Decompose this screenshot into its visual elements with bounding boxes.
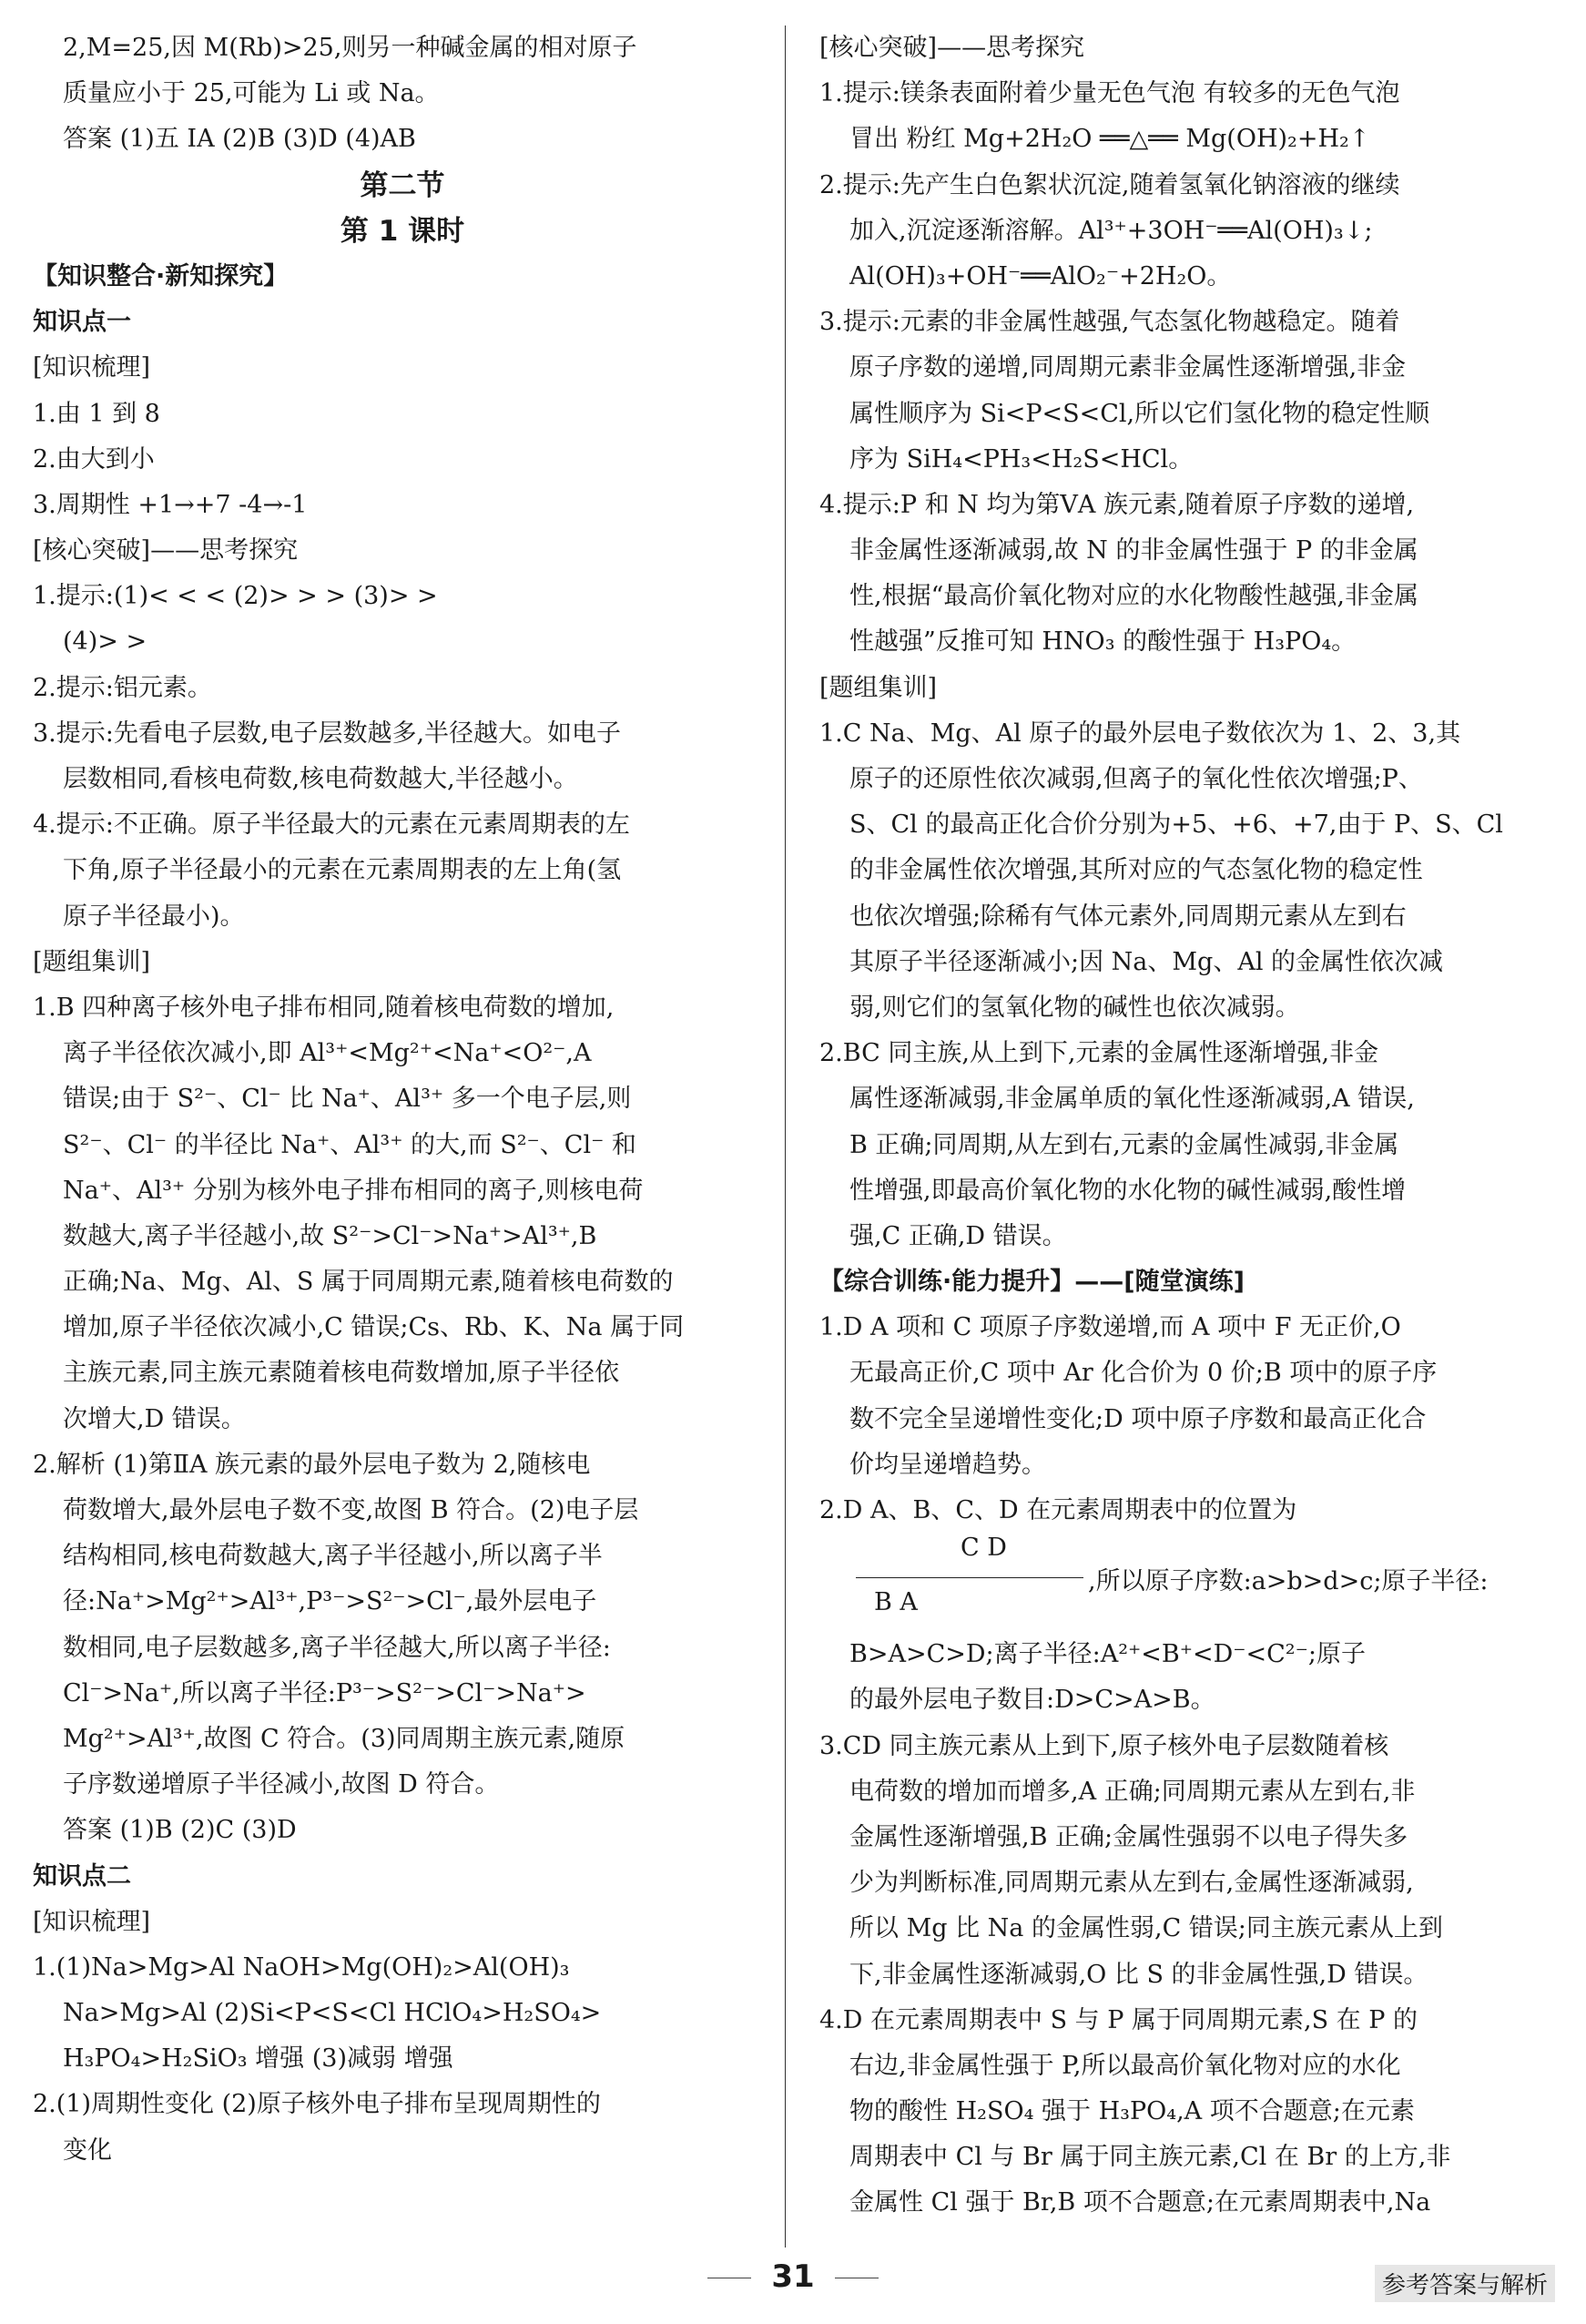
text-line: 第 1 课时	[340, 214, 465, 248]
text-line: 也依次增强;除稀有气体元素外,同周期元素从左到右	[849, 902, 1407, 931]
text-line: 原子序数的递增,同周期元素非金属性逐渐增强,非金	[849, 353, 1407, 382]
text-line: 周期表中 Cl 与 Br 属于同主族元素,Cl 在 Br 的上方,非	[849, 2143, 1451, 2172]
left-column	[33, 25, 772, 2174]
text-line: 2.解析 (1)第ⅡA 族元素的最外层电子数为 2,随核电	[33, 1450, 591, 1479]
text-line: 金属性 Cl 强于 Br,B 项不合题意;在元素周期表中,Na	[849, 2188, 1431, 2217]
text-line: 2,M=25,因 M(Rb)>25,则另一种碱金属的相对原子	[63, 34, 637, 62]
text-line: 层数相同,看核电荷数,核电荷数越大,半径越小。	[63, 765, 578, 793]
text-line: 答案 (1)B (2)C (3)D	[63, 1816, 297, 1845]
text-line: 物的酸性 H₂SO₄ 强于 H₃PO₄,A 项不合题意;在元素	[849, 2097, 1415, 2126]
text-line: (4)> >	[63, 627, 147, 657]
text-line: Na⁺、Al³⁺ 分别为核外电子排布相同的离子,则核电荷	[63, 1176, 644, 1205]
text-line: Cl⁻>Na⁺,所以离子半径:P³⁻>S²⁻>Cl⁻>Na⁺>	[63, 1678, 586, 1707]
text-line: 性越强”反推可知 HNO₃ 的酸性强于 H₃PO₄。	[849, 627, 1357, 657]
text-line: 序为 SiH₄<PH₃<H₂S<HCl。	[849, 444, 1194, 474]
text-line: B 正确;同周期,从左到右,元素的金属性减弱,非金属	[849, 1130, 1399, 1159]
text-line: 主族元素,同主族元素随着核电荷数增加,原子半径依	[63, 1359, 620, 1388]
text-line: 下,非金属性逐渐减弱,O 比 S 的非金属性强,D 错误。	[849, 1960, 1428, 1989]
text-line: 原子半径最小)。	[63, 902, 245, 931]
text-line: 1.D A 项和 C 项原子序数递增,而 A 项中 F 无正价,O	[819, 1313, 1401, 1342]
text-line: 3.提示:元素的非金属性越强,气态氢化物越稳定。随着	[819, 308, 1400, 337]
text-line: 结构相同,核电荷数越大,离子半径越小,所以离子半	[63, 1542, 603, 1571]
text-line: 金属性逐渐增强,B 正确;金属性强弱不以电子得失多	[849, 1822, 1408, 1851]
text-line: 离子半径依次减小,即 Al³⁺<Mg²⁺<Na⁺<O²⁻,A	[63, 1039, 592, 1068]
text-line: [知识梳理]	[33, 1907, 151, 1936]
page-number: 31	[0, 2258, 1586, 2295]
text-line: [核心突破]——思考探究	[33, 536, 299, 566]
text-line: 1.C Na、Mg、Al 原子的最外层电子数依次为 1、2、3,其	[819, 719, 1461, 748]
text-line: 数不完全呈递增性变化;D 项中原子序数和最高正化合	[849, 1404, 1427, 1433]
text-line: B>A>C>D;离子半径:A²⁺<B⁺<D⁻<C²⁻;原子	[849, 1640, 1366, 1669]
text-line: 所以 Mg 比 Na 的金属性弱,C 错误;同主族元素从上到	[849, 1914, 1443, 1943]
footer-label: 参考答案与解析	[1375, 2265, 1555, 2302]
right-column	[819, 25, 1559, 2227]
text-line: 数相同,电子层数越多,离子半径越大,所以离子半径:	[63, 1633, 611, 1662]
text-line: 【知识整合·新知探究】	[33, 261, 289, 290]
text-line: 属性顺序为 Si<P<S<Cl,所以它们氢化物的稳定性顺	[849, 399, 1430, 428]
snippet-text: ,所以原子序数:a>b>d>c;原子半径:	[1088, 1567, 1489, 1596]
text-line: 4.提示:P 和 N 均为第ⅤA 族元素,随着原子序数的递增,	[819, 490, 1415, 519]
snippet-top-row: C D	[961, 1534, 1007, 1563]
text-line: 【综合训练·能力提升】——[随堂演练]	[819, 1268, 1245, 1297]
text-line: 1.B 四种离子核外电子排布相同,随着核电荷数的增加,	[33, 993, 615, 1022]
text-line: 性,根据“最高价氧化物对应的水化物酸性越强,非金属	[849, 582, 1418, 611]
periodic-position-snippet	[819, 1534, 1559, 1632]
text-line: 知识点二	[33, 1861, 131, 1891]
text-line: 弱,则它们的氢氧化物的碱性也依次减弱。	[849, 993, 1300, 1022]
text-line: 少为判断标准,同周期元素从左到右,金属性逐渐减弱,	[849, 1869, 1414, 1898]
text-line: 1.提示:镁条表面附着少量无色气泡 有较多的无色气泡	[819, 79, 1400, 108]
text-line: 原子的还原性依次减弱,但离子的氧化性依次增强;P、	[849, 765, 1423, 793]
text-line: 1.(1)Na>Mg>Al NaOH>Mg(OH)₂>Al(OH)₃	[33, 1952, 570, 1982]
text-line: 性增强,即最高价氧化物的水化物的碱性减弱,酸性增	[849, 1176, 1407, 1205]
text-line: 价均呈递增趋势。	[849, 1450, 1046, 1479]
text-line: 3.CD 同主族元素从上到下,原子核外电子层数随着核	[819, 1731, 1389, 1760]
text-line: 的最外层电子数目:D>C>A>B。	[849, 1686, 1215, 1715]
text-line: 知识点一	[33, 308, 131, 337]
text-line: [题组集训]	[819, 673, 938, 702]
text-line: 右边,非金属性强于 P,所以最高价氧化物对应的水化	[849, 2051, 1401, 2080]
text-line: 子序数递增原子半径减小,故图 D 符合。	[63, 1770, 500, 1799]
text-line: 属性逐渐减弱,非金属单质的氧化性逐渐减弱,A 错误,	[849, 1085, 1415, 1114]
text-line: 3.周期性 +1→+7 -4→-1	[33, 490, 308, 519]
text-line: 2.提示:铝元素。	[33, 673, 212, 702]
text-line: 数越大,离子半径越小,故 S²⁻>Cl⁻>Na⁺>Al³⁺,B	[63, 1221, 597, 1250]
text-line: 2.由大到小	[33, 444, 155, 474]
text-line: 质量应小于 25,可能为 Li 或 Na。	[63, 79, 440, 108]
text-line: 荷数增大,最外层电子数不变,故图 B 符合。(2)电子层	[63, 1496, 639, 1524]
column-divider	[785, 25, 786, 2248]
right-column-upper	[819, 25, 1559, 1534]
text-line: Al(OH)₃+OH⁻══AlO₂⁻+2H₂O。	[849, 261, 1232, 290]
text-line: 1.由 1 到 8	[33, 399, 160, 428]
text-line: 电荷数的增加而增多,A 正确;同周期元素从左到右,非	[849, 1777, 1416, 1806]
text-line: 1.提示:(1)< < < (2)> > > (3)> >	[33, 582, 438, 611]
text-line: [题组集训]	[33, 947, 151, 976]
text-line: S、Cl 的最高正化合价分别为+5、+6、+7,由于 P、S、Cl	[849, 810, 1503, 840]
text-line: 非金属性逐渐减弱,故 N 的非金属性强于 P 的非金属	[849, 536, 1418, 566]
snippet-bottom-row: B A	[874, 1588, 918, 1617]
text-line: 冒出 粉红 Mg+2H₂O ══△══ Mg(OH)₂+H₂↑	[849, 125, 1370, 154]
text-line: H₃PO₄>H₂SiO₃ 增强 (3)减弱 增强	[63, 2044, 453, 2074]
text-line: 2.(1)周期性变化 (2)原子核外电子排布呈现周期性的	[33, 2090, 601, 2119]
text-line: 2.BC 同主族,从上到下,元素的金属性逐渐增强,非金	[819, 1039, 1379, 1068]
text-line: Mg²⁺>Al³⁺,故图 C 符合。(3)同周期主族元素,随原	[63, 1724, 625, 1753]
text-line: 错误;由于 S²⁻、Cl⁻ 比 Na⁺、Al³⁺ 多一个电子层,则	[63, 1085, 632, 1114]
text-line: 径:Na⁺>Mg²⁺>Al³⁺,P³⁻>S²⁻>Cl⁻,最外层电子	[63, 1587, 597, 1616]
text-line: 增加,原子半径依次减小,C 错误;Cs、Rb、K、Na 属于同	[63, 1313, 685, 1342]
text-line: Na>Mg>Al (2)Si<P<S<Cl HClO₄>H₂SO₄>	[63, 1999, 602, 2028]
text-line: 次增大,D 错误。	[63, 1404, 246, 1433]
right-column-lower	[819, 1632, 1559, 2226]
snippet-rule	[856, 1577, 1083, 1578]
text-line: 无最高正价,C 项中 Ar 化合价为 0 价;B 项中的原子序	[849, 1359, 1438, 1388]
text-line: 3.提示:先看电子层数,电子层数越多,半径越大。如电子	[33, 719, 622, 748]
text-line: 答案 (1)五 ⅠA (2)B (3)D (4)AB	[63, 125, 416, 154]
text-line: 2.D A、B、C、D 在元素周期表中的位置为	[819, 1496, 1297, 1524]
text-line: 正确;Na、Mg、Al、S 属于同周期元素,随着核电荷数的	[63, 1268, 674, 1297]
text-line: 4.D 在元素周期表中 S 与 P 属于同周期元素,S 在 P 的	[819, 2005, 1418, 2034]
text-line: S²⁻、Cl⁻ 的半径比 Na⁺、Al³⁺ 的大,而 S²⁻、Cl⁻ 和	[63, 1130, 636, 1159]
text-line: [核心突破]——思考探究	[819, 34, 1085, 62]
text-line: [知识梳理]	[33, 353, 151, 382]
text-line: 强,C 正确,D 错误。	[849, 1221, 1067, 1250]
text-line: 4.提示:不正确。原子半径最大的元素在元素周期表的左	[33, 810, 630, 840]
text-line: 下角,原子半径最小的元素在元素周期表的左上角(氢	[63, 856, 622, 885]
text-line: 2.提示:先产生白色絮状沉淀,随着氢氧化钠溶液的继续	[819, 170, 1400, 199]
text-line: 加入,沉淀逐渐溶解。Al³⁺+3OH⁻══Al(OH)₃↓;	[849, 216, 1373, 245]
text-line: 其原子半径逐渐减小;因 Na、Mg、Al 的金属性依次减	[849, 947, 1444, 976]
text-line: 第二节	[360, 168, 445, 202]
text-line: 的非金属性依次增强,其所对应的气态氢化物的稳定性	[849, 856, 1423, 885]
text-line: 变化	[63, 2135, 112, 2165]
